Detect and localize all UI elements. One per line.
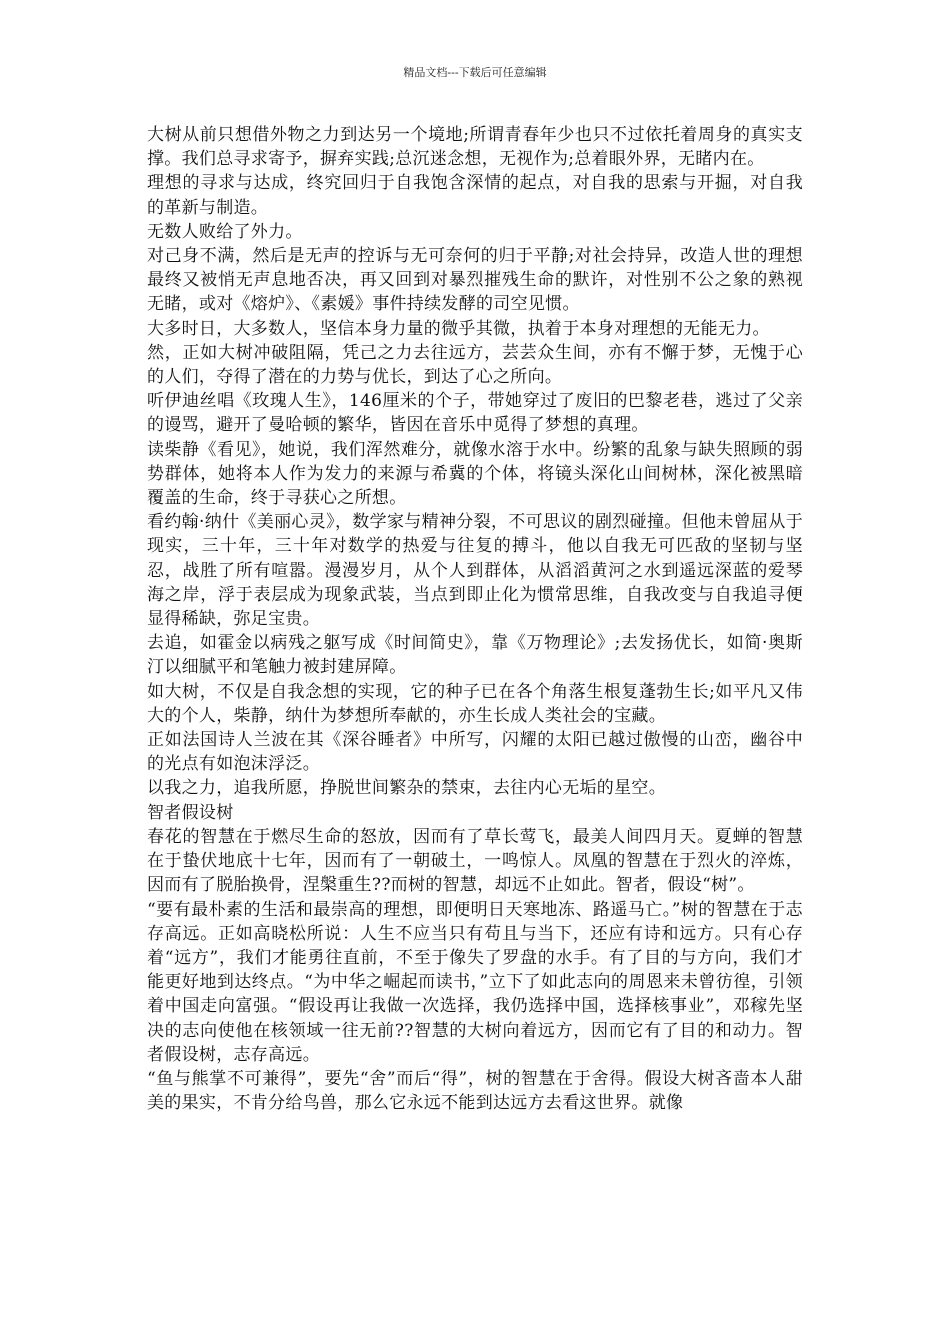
section-heading: 智者假设树 (147, 802, 234, 823)
paragraph: 对己身不满，然后是无声的控诉与无可奈何的归于平静;对社会持异，改造人世的理想最终又被悄无声息地否决，再又回到对暴烈摧残生命的默许，对性别不公之象的熟视无睹，或对《熔炉》、《素媛》事件持续发酵的司空见惯。 (147, 246, 803, 315)
paragraph: “要有最朴素的生活和最崇高的理想，即便明日天寒地冻、路遥马亡。”树的智慧在于志存高远。正如高晓松所说：人生不应当只有苟且与当下，还应有诗和远方。只有心存着“远方”，我们才能勇往直前，不至于像失了罗盘的水手。有了目的与方向，我们才能更好地到达终点。“为中华之崛起而读书，”立下了如此志向的周恩来未曾彷徨，引领着中国走向富强。“假设再让我做一次选择，我仍选择中国，选择核事业”，邓稼先坚决的志向使他在核领域一往无前??智慧的大树向着远方，因而它有了目的和动力。智者假设树，志存高远。 (147, 899, 803, 1065)
paragraph: 大树从前只想借外物之力到达另一个境地;所谓青春年少也只不过依托着周身的真实支撑。我们总寻求寄予，摒弃实践;总沉迷念想，无视作为;总着眼外界，无睹内在。 (147, 125, 803, 170)
paragraph: 正如法国诗人兰波在其《深谷睡者》中所写，闪耀的太阳已越过傲慢的山峦，幽谷中的光点有如泡沫浮泛。 (147, 730, 803, 775)
paragraph: 无数人败给了外力。 (147, 221, 303, 242)
paragraph: “鱼与熊掌不可兼得”，要先“舍”而后“得”，树的智慧在于舍得。假设大树吝啬本人甜美的果实，不肯分给鸟兽，那么它永远不能到达远方去看这世界。就像 (147, 1068, 803, 1114)
paragraph: 春花的智慧在于燃尽生命的怒放，因而有了草长莺飞，最美人间四月天。夏蝉的智慧在于蛰伏地底十七年，因而有了一朝破土，一鸣惊人。凤凰的智慧在于烈火的淬炼，因而有了脱胎换骨，涅槃重生??而树的智慧，却远不止如此。智者，假设“树”。 (147, 826, 803, 896)
paragraph: 以我之力，追我所愿，挣脱世间繁杂的禁束，去往内心无垢的星空。 (147, 778, 666, 799)
paragraph: 去追，如霍金以病残之躯写成《时间简史》，靠《万物理论》;去发扬优长，如简·奥斯汀以细腻平和笔触力被封建屏障。 (147, 633, 803, 678)
paragraph: 理想的寻求与达成，终究回归于自我饱含深情的起点，对自我的思索与开掘，对自我的革新与制造。 (147, 173, 803, 218)
paragraph: 然，正如大树冲破阻隔，凭己之力去往远方，芸芸众生间，亦有不懈于梦，无愧于心的人们，夺得了潜在的力势与优长，到达了心之所向。 (147, 342, 803, 388)
paragraph: 大多时日，大多数人，坚信本身力量的微乎其微，执着于本身对理想的无能无力。 (147, 318, 770, 339)
page-header: 精品文档---下载后可任意编辑 (403, 66, 547, 79)
paragraph: 看约翰·纳什《美丽心灵》，数学家与精神分裂，不可思议的剧烈碰撞。但他未曾屈从于现实，三十年，三十年对数学的热爱与往复的搏斗，他以自我无可匹敌的坚韧与坚忍，战胜了所有喧嚣。漫漫岁月，从个人到群体，从滔滔黄河之水到遥远深蓝的爱琴海之岸，浮于表层成为现象武装，当点到即止化为惯常思维，自我改变与自我追寻便显得稀缺，弥足宝贵。 (147, 512, 803, 630)
paragraph: 如大树，不仅是自我念想的实现，它的种子已在各个角落生根复蓬勃生长;如平凡又伟大的个人，柴静，纳什为梦想所奉献的，亦生长成人类社会的宝藏。 (147, 681, 803, 726)
paragraph: 读柴静《看见》，她说，我们浑然难分，就像水溶于水中。纷繁的乱象与缺失照顾的弱势群体，她将本人作为发力的来源与希冀的个体，将镜头深化山间树林，深化被黑暗覆盖的生命，终于寻获心之所想。 (147, 439, 803, 509)
document-body (147, 123, 803, 1115)
paragraph: 听伊迪丝唱《玫瑰人生》，146厘米的个子，带她穿过了废旧的巴黎老巷，逃过了父亲的谩骂，避开了曼哈顿的繁华，皆因在音乐中觅得了梦想的真理。 (147, 391, 803, 436)
